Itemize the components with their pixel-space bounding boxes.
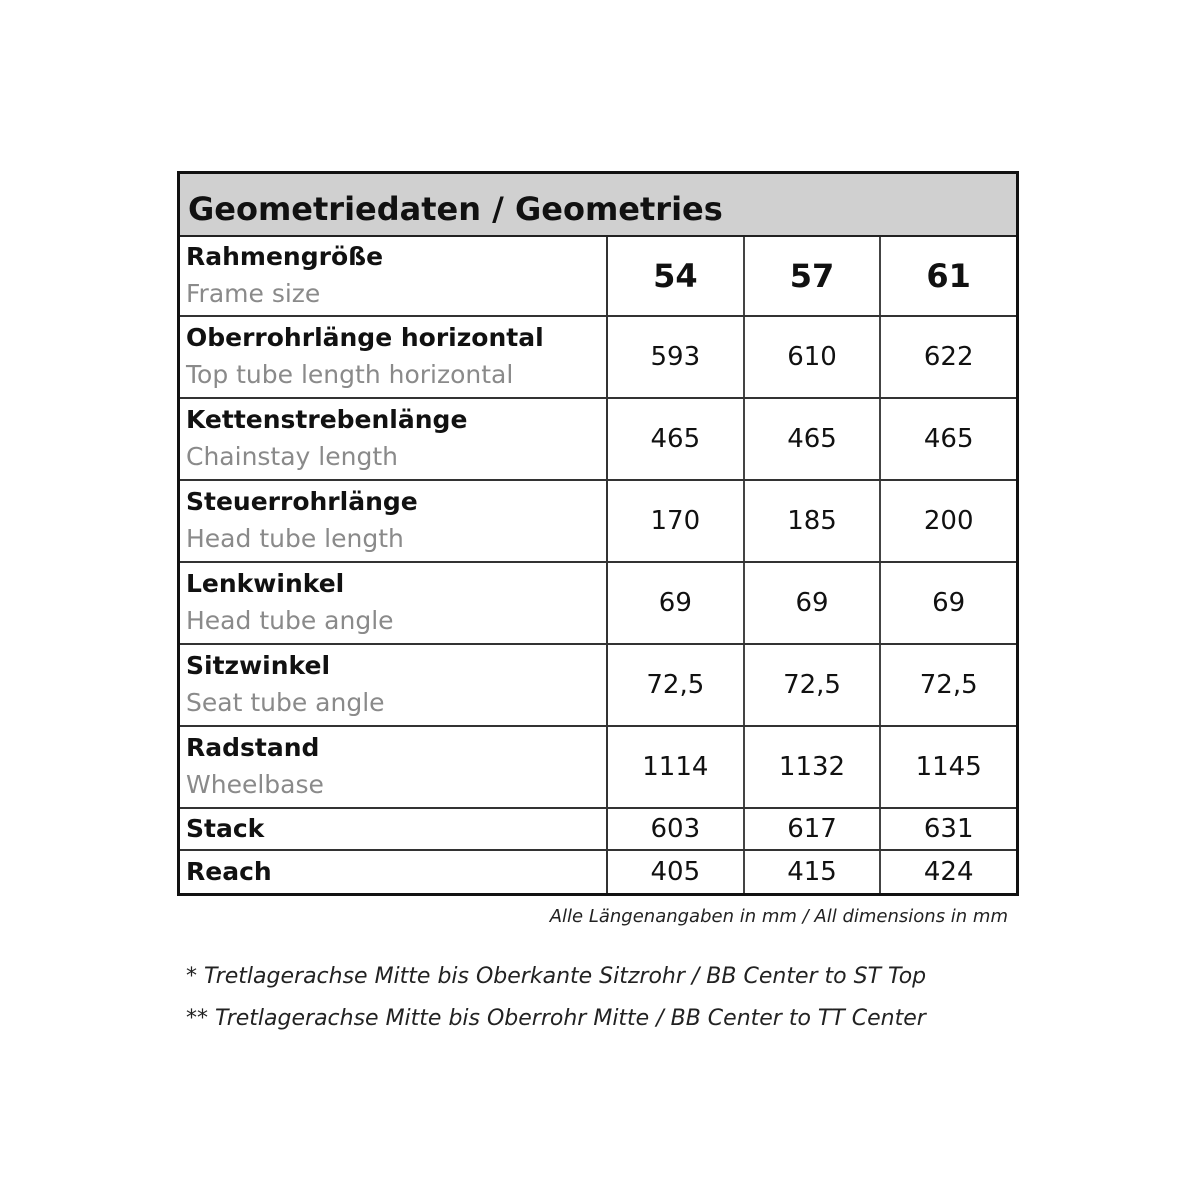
value-cell: 617 [745, 809, 882, 849]
value-cell: 72,5 [745, 645, 882, 725]
label-english: Head tube angle [186, 606, 394, 635]
row-label [180, 809, 608, 849]
table-row [180, 727, 1016, 809]
value-cell: 1114 [608, 727, 745, 807]
row-label [180, 851, 608, 893]
value-cell: 631 [923, 814, 974, 844]
label-english: Top tube length horizontal [186, 360, 514, 389]
value-cell: 170 [608, 481, 745, 561]
table-row [180, 481, 1016, 563]
label-german: Sitzwinkel [186, 651, 331, 680]
value-cell: 69 [608, 563, 745, 643]
table-title: Geometriedaten / Geometries [180, 174, 1016, 237]
label-english: Wheelbase [186, 770, 324, 799]
label-german: Reach [186, 857, 272, 886]
table-row [180, 563, 1016, 645]
value-cell: 405 [608, 851, 745, 893]
geometry-table [177, 171, 1019, 896]
value-cell: 603 [608, 809, 745, 849]
label-german: Rahmengröße [186, 242, 384, 271]
label-german: Stack [186, 814, 265, 843]
value-cell: 465 [745, 399, 882, 479]
size-61-header: 61 [926, 257, 971, 295]
table-row [180, 809, 1016, 851]
value-cell: 1132 [745, 727, 882, 807]
value-cell: 610 [745, 317, 882, 397]
value-cell: 622 [923, 342, 974, 372]
value-cell: 185 [745, 481, 882, 561]
frame-size-row [180, 237, 1016, 317]
row-label [180, 399, 608, 479]
table-row [180, 851, 1016, 893]
row-label [180, 481, 608, 561]
footnote-1: * Tretlagerachse Mitte bis Oberkante Sitzrohr / BB Center to ST Top [186, 964, 927, 989]
footnote-2: ** Tretlagerachse Mitte bis Oberrohr Mitte / BB Center to TT Center [186, 1006, 926, 1031]
label-german: Lenkwinkel [186, 569, 345, 598]
value-cell: 72,5 [919, 670, 978, 700]
label-german: Steuerrohrlänge [186, 487, 418, 516]
table-row [180, 645, 1016, 727]
value-cell: 200 [923, 506, 974, 536]
row-label [180, 645, 608, 725]
units-note: Alle Längenangaben in mm / All dimensions in mm [549, 906, 1008, 927]
label-english: Seat tube angle [186, 688, 385, 717]
size-54-header: 54 [608, 237, 745, 315]
label-german: Radstand [186, 733, 320, 762]
value-cell: 69 [932, 588, 966, 618]
value-cell: 465 [608, 399, 745, 479]
size-57-header: 57 [745, 237, 882, 315]
row-label [180, 563, 608, 643]
label-german: Oberrohrlänge horizontal [186, 323, 544, 352]
table-row [180, 317, 1016, 399]
value-cell: 424 [923, 857, 974, 887]
row-label [180, 727, 608, 807]
value-cell: 415 [745, 851, 882, 893]
table-row [180, 399, 1016, 481]
label-english: Chainstay length [186, 442, 398, 471]
value-cell: 69 [745, 563, 882, 643]
label-english: Frame size [186, 279, 321, 308]
row-label [180, 237, 608, 315]
value-cell: 465 [923, 424, 974, 454]
value-cell: 1145 [915, 752, 982, 782]
label-english: Head tube length [186, 524, 404, 553]
value-cell: 72,5 [608, 645, 745, 725]
label-german: Kettenstrebenlänge [186, 405, 468, 434]
value-cell: 593 [608, 317, 745, 397]
row-label [180, 317, 608, 397]
